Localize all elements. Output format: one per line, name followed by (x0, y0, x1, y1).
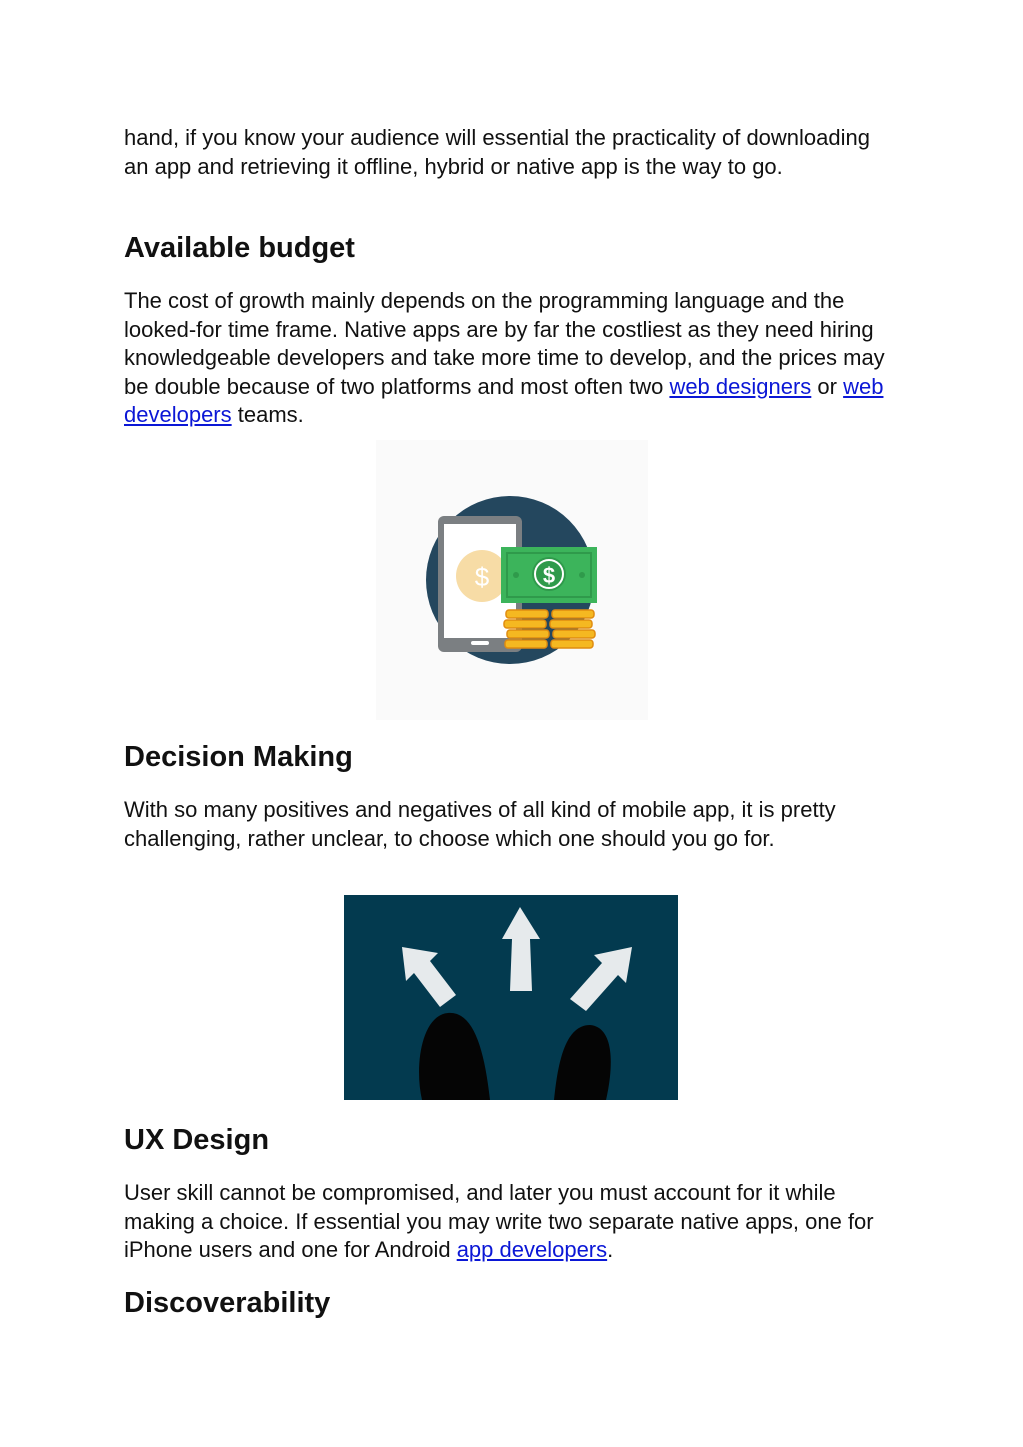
intro-paragraph: hand, if you know your audience will essential the practicality of downloading an app and retrieving it offline, hybrid or native app is the way to go. (124, 125, 870, 179)
web-designers-link[interactable]: web designers (669, 373, 812, 399)
heading-available-budget: Available budget (124, 232, 355, 264)
phone-money-icon (376, 440, 648, 720)
svg-text:$: $ (542, 563, 556, 588)
web-developers-link[interactable]: web developers (124, 373, 884, 427)
heading-discoverability: Discoverability (124, 1287, 331, 1319)
ux-text-1: User skill cannot be compromised, and later you must account for it while making a choice. If essential you may write two separate native apps, one for iPhone users and one for Android (124, 1180, 874, 1262)
ux-paragraph (124, 1179, 894, 1265)
budget-text-1: The cost of growth mainly depends on the programming language and the looked-for time frame. Native apps are by far the costliest as they need hiring knowledgeable developers and take more time to develop, and the prices may be double because of two platforms and most often two (124, 288, 885, 399)
budget-text-2: or (811, 373, 844, 399)
ux-text-2: . (607, 1237, 614, 1262)
decision-paragraph: With so many positives and negatives of all kind of mobile app, it is pretty challenging, rather unclear, to choose which one should you go for. (124, 797, 836, 851)
budget-paragraph (124, 287, 894, 430)
heading-decision-making: Decision Making (124, 741, 353, 773)
heading-ux-design: UX Design (124, 1124, 270, 1156)
budget-text-3: teams. (231, 402, 304, 427)
svg-text:$: $ (474, 562, 490, 592)
arrows-choice-icon (344, 895, 678, 1100)
app-developers-link[interactable]: app developers (456, 1237, 608, 1262)
